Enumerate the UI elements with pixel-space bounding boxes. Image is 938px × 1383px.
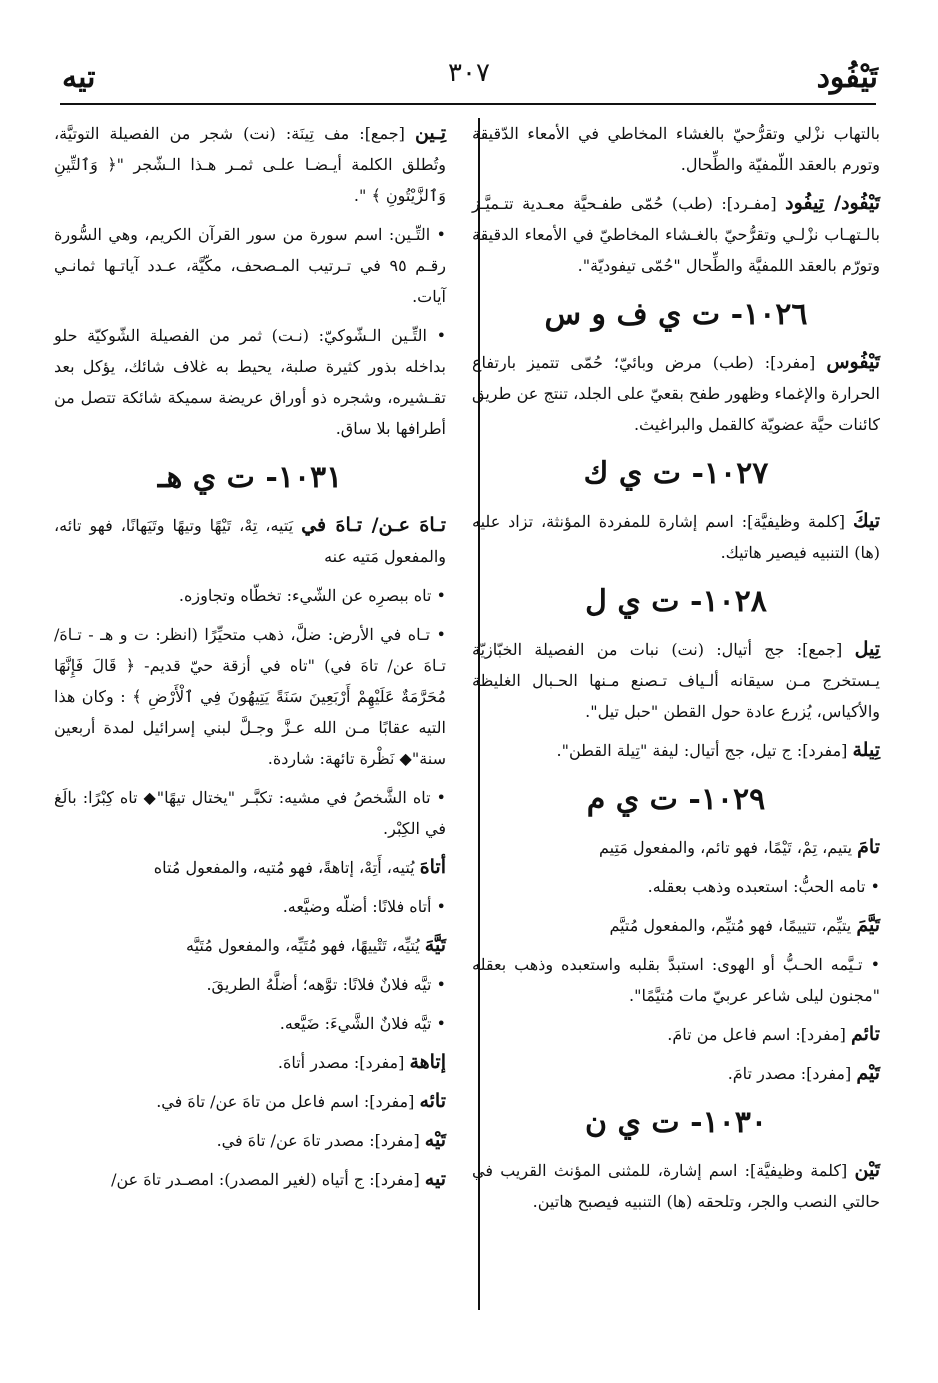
entry-headword: تائه [419,1090,446,1112]
entry-text: يُتيِّه، تَتْييهًا، فهو مُتَيِّه، والمفعول مُتَيَّه [186,936,425,955]
section-heading: ١٠٢٦- ت ي ف و س [544,297,808,332]
left-column [54,118,446,1203]
entry-text: [مفرد]: مصدر تاهَ عن/ تاهَ في. [216,1131,425,1150]
dictionary-entry [472,1155,880,1217]
entry-text: [جمع]: مف تِينَة: (نت) شجر من الفصيلة التوتيَّة، وتُطلق الكلمة أيـضـا علـى ثمـر هـذا الـشّجر "﴿ وَٱلتِّينِ وَٱلزَّيْتُونِ ﴾ ". [54,124,446,205]
dictionary-entry [472,735,880,766]
entry-text: [مفرد]: ج أتياه (لغير المصدر): امصـدر تاهَ عن/ [111,1170,425,1189]
dictionary-entry [54,510,446,572]
header-rule [60,103,876,105]
page-number: ٣٠٧ [448,58,490,88]
sense-bullet: • تاه ببصرِه عن الشّيء: تخطّاه وتجاوزه. [54,580,446,611]
dictionary-entry [54,1086,446,1117]
dictionary-entry [472,1058,880,1089]
entry-headword: تَيَّهَ [424,934,446,956]
entry-headword: تَيْفُود/ تِيفُود [785,192,880,214]
entry-text: [مفرد]: (طب) مرض وبائيّ؛ حُمّى تتميز بارتفاع الحرارة والإغماء وظهور طفح بقعيّ على الجلد، تنتج عن طريق كائنات حيَّة عضويّة كالقمل والبراغيث. [472,353,880,434]
dictionary-entry [472,1019,880,1050]
dictionary-entry [472,832,880,863]
entry-headword: تَيْفُوس [826,351,880,373]
entry-text: [مفرد]: اسم فاعل من تاهَ عن/ تاهَ في. [156,1092,420,1111]
header-right-word: تَيْفُود [816,60,878,95]
dictionary-entry [54,930,446,961]
sense-bullet: • تيَّه فلانٌ الشَّيءَ: ضَيَّعه. [54,1008,446,1039]
entry-headword: تَيَّمَ [856,914,880,936]
entry-headword: تِيل [854,638,880,660]
dictionary-entry [54,1125,446,1156]
entry-text: [مفرد]: مصدر تامَ. [727,1064,857,1083]
entry-headword: تِـين [414,122,446,144]
entry-text: [مفرد]: مصدر أتاهَ. [277,1053,410,1072]
sense-bullet: • تـاه في الأرض: ضلَّ، ذهب متحيِّرًا (انظر: ت و هـ - تـاهَ/ تـاهَ عن/ تاهَ في) "تاه في أزقة حيّ قديم- ﴿ قَالَ فَإِنَّهَا مُحَرَّمَةٌ عَلَيْهِمْ أَرْبَعِينَ سَنَةً يَتِيهُونَ فِي ٱلْأَرْضِ ﴾ : وكان هذا التيه عقابًا مـن الله عـزَّ وجـلَّ لبني إسرائيل لمدة أربعين سنة"◆ نَظْرة تائهة: شاردة. [54,619,446,774]
sense-bullet: • التِّـين: اسم سورة من سور القرآن الكريم، وهي السُّورة رقـم ٩٥ في تـرتيب المـصحف، مكّيَّة، عـدد آياتـها ثمانـي آيات. [54,219,446,312]
section-heading: ١٠٣١- ت ي هـ [157,460,343,495]
dictionary-entry [472,634,880,727]
dictionary-entry [472,910,880,941]
dictionary-entry [472,118,880,180]
entry-text: يتيم، تِمْ، تَيْمًا، فهو تائم، والمفعول مَتِيم [599,838,858,857]
section-heading: ١٠٣٠- ت ي ن [585,1105,767,1140]
section-heading: ١٠٢٧- ت ي ك [583,456,769,491]
dictionary-entry [472,188,880,281]
entry-text: [مفرد]: اسم فاعل من تامَ. [667,1025,851,1044]
entry-headword: تائم [850,1023,880,1045]
dictionary-entry [472,506,880,568]
entry-headword: تيه [424,1168,446,1190]
entry-text: بالتهاب نزْلي وتقرُّحيّ بالغشاء المخاطي في الأمعاء الدّقيقة وتورم بالعقد اللّمفيّة والطِّحال. [472,124,880,174]
entry-text: [جمع]: جج أتيال: (نت) نبات من الفصيلة الخبّازيّة يـستخرج مـن سيقانه ألـياف تـصنع مـنها الحـبال الغليظة والأكياس، يُزرع عادة حول القطن "حبل تيل". [472,640,880,721]
dictionary-entry [54,852,446,883]
entry-headword: أتاهَ [419,856,446,878]
header-left-word: تيه [62,60,96,95]
section-heading: ١٠٢٨- ت ي ل [585,584,767,619]
dictionary-entry [472,347,880,440]
entry-headword: تَيْم [856,1062,880,1084]
sense-bullet: • تامه الحبُّ: استعبده وذهب بعقله. [472,871,880,902]
dictionary-entry [54,1047,446,1078]
entry-text: [كلمة وظيفيَّة]: اسم إشارة، للمثنى المؤنث القريب في حالتي النصب والجر، وتلحقه (ها) التنبيه فيصبح هاتين. [472,1161,880,1211]
entry-headword: إتاهة [409,1051,446,1073]
sense-bullet: • أتاه فلانًا: أضلّه وضيَّعه. [54,891,446,922]
entry-text: يَتيه، تِهْ، تَيْهًا وتيهًا وتَيَهانًا، فهو تائه، والمفعول مَتيه عنه [54,516,446,566]
entry-text: يتيِّم، تتييمًا، فهو مُتيِّم، والمفعول مُتيَّم [609,916,857,935]
right-column [472,118,880,1225]
entry-text: يُتيه، أَتِهْ، إتاهةً، فهو مُتيه، والمفعول مُتاه [153,858,420,877]
entry-headword: تَيْن [854,1159,880,1181]
entry-headword: تامَ [857,836,880,858]
section-heading: ١٠٢٩- ت ي م [586,782,766,817]
sense-bullet: • تيَّه فلانٌ فلانًا: توَّهه؛ أضلَّهُ الطريقَ. [54,969,446,1000]
entry-headword: تَيْه [424,1129,446,1151]
dictionary-entry [54,1164,446,1195]
sense-bullet: • التِّـين الـشّوكيّ: (نـت) ثمر من الفصيلة الشّوكيّة حلو بداخله بذور كثيرة صلبة، يحيط به غلاف شائك، يؤكل بعد تقـشيره، وشجره ذو أوراق عريضة سميكة شائكة تتصل من أطرافها بلا ساق. [54,320,446,444]
entry-text: [مفـرد]: (طب) حُمّى طفـحيَّة معـدية تتـميَّـز بالـتهـاب نزْلـي وتقرُّحيّ بالغـشاء المخاطيّ في الأمعاء الدقيقة وتورّم بالعقد اللمفيَّة والطِّحال "حُمّى تيفوديّة". [472,194,880,275]
entry-headword: تيكَ [852,510,880,532]
entry-headword: تِيلة [852,739,880,761]
dictionary-entry [54,118,446,211]
sense-bullet: • تاه الشَّخصُ في مشيه: تكبَّـر "يختال تيهًا"◆ تاه كِبْرًا: بالَغ في الكِبْر. [54,782,446,844]
entry-text: [مفرد]: ج تيل، جج أتيال: ليفة "تِيلة القطن". [556,741,853,760]
sense-bullet: • تـيَّمه الحـبُّ أو الهوى: استبدَّ بقلبه واستعبده وذهب بعقله "مجنون ليلى شاعر عربيّ مات مُتيَّمًا". [472,949,880,1011]
entry-headword: تـاهَ عـن/ تـاهَ في [301,514,447,536]
entry-text: [كلمة وظيفيَّة]: اسم إشارة للمفردة المؤنثة، تزاد عليه (ها) التنبيه فيصير هاتيك. [472,512,880,562]
